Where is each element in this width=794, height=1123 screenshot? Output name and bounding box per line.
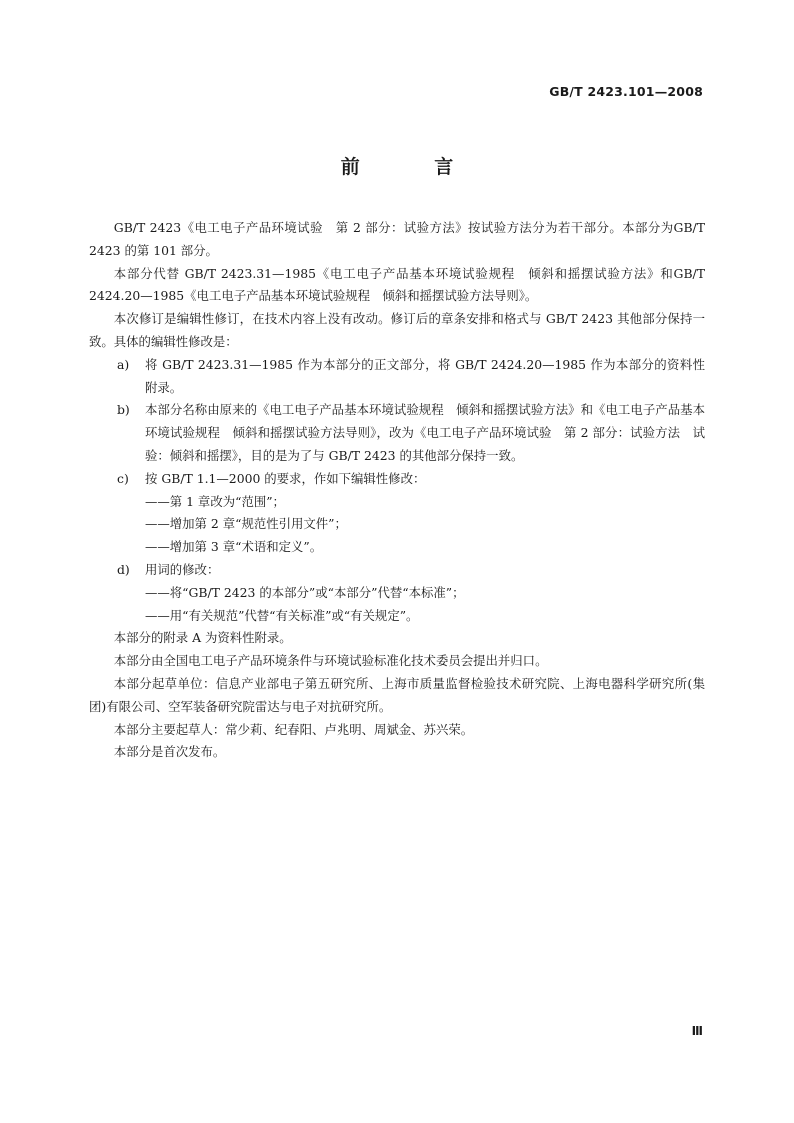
paragraph-annex: 本部分的附录 A 为资料性附录。 bbox=[113, 630, 292, 646]
list-text: 按 GB/T 1.1—2000 的要求，作如下编辑性修改： bbox=[145, 470, 426, 486]
list-text: 用词的修改： bbox=[145, 561, 220, 577]
dash-item: ——将“GB/T 2423 的本部分”或“本部分”代替“本标准”； bbox=[145, 584, 465, 600]
standard-code: GB/T 2423.101—2008 bbox=[549, 84, 703, 99]
paragraph-proposer: 本部分由全国电工电子产品环境条件与环境试验标准化技术委员会提出并归口。 bbox=[113, 653, 548, 669]
list-text: 将 GB/T 2423.31—1985 作为本部分的正文部分，将 GB/T 2424.20—1985 作为本部分的资料性附录。 bbox=[145, 356, 705, 395]
page-number: Ⅲ bbox=[691, 1024, 703, 1038]
dash-item: ——增加第 3 章“术语和定义”。 bbox=[145, 539, 323, 555]
paragraph-drafting-units: 本部分起草单位：信息产业部电子第五研究所、上海市质量监督检验技术研究院、上海电器科学研究所(集团)有限公司、空军装备研究院雷达与电子对抗研究所。 bbox=[89, 675, 705, 714]
list-item-c bbox=[89, 468, 705, 491]
list-label: d) bbox=[117, 561, 130, 577]
list-label: b) bbox=[117, 402, 130, 418]
paragraph-replaces: 本部分代替 GB/T 2423.31—1985《电工电子产品基本环境试验规程 倾斜和摇摆试验方法》和GB/T 2424.20—1985《电工电子产品基本环境试验规程 倾斜和摇摆试验方法导则》。 bbox=[89, 265, 705, 304]
page-title: 前 言 bbox=[340, 156, 488, 178]
paragraph-first-issue: 本部分是首次发布。 bbox=[113, 744, 226, 760]
paragraph-intro: GB/T 2423《电工电子产品环境试验 第 2 部分：试验方法》按试验方法分为若干部分。本部分为GB/T 2423 的第 101 部分。 bbox=[89, 220, 705, 258]
list-item-b bbox=[89, 399, 705, 467]
paragraph-drafters: 本部分主要起草人：常少莉、纪春阳、卢兆明、周斌金、苏兴荣。 bbox=[113, 721, 474, 737]
list-label: c) bbox=[117, 470, 129, 486]
foreword-body bbox=[89, 217, 705, 764]
list-item-a bbox=[89, 354, 705, 400]
list-text: 本部分名称由原来的《电工电子产品基本环境试验规程 倾斜和摇摆试验方法》和《电工电子产品基本环境试验规程 倾斜和摇摆试验方法导则》，改为《电工电子产品环境试验 第 2 部分：试验方法 试验：倾斜和摇摆》，目的是为了与 GB/T 2423 的其他部分保持一致。 bbox=[145, 402, 705, 463]
dash-item: ——用“有关规范”代替“有关标准”或“有关规定”。 bbox=[145, 607, 419, 623]
list-label: a) bbox=[117, 356, 130, 372]
dash-item: ——第 1 章改为“范围”； bbox=[145, 493, 285, 509]
paragraph-revision: 本次修订是编辑性修订，在技术内容上没有改动。修订后的章条安排和格式与 GB/T 2423 其他部分保持一致。具体的编辑性修改是： bbox=[89, 311, 705, 349]
dash-item: ——增加第 2 章“规范性引用文件”； bbox=[145, 516, 347, 532]
list-item-d bbox=[89, 559, 705, 582]
